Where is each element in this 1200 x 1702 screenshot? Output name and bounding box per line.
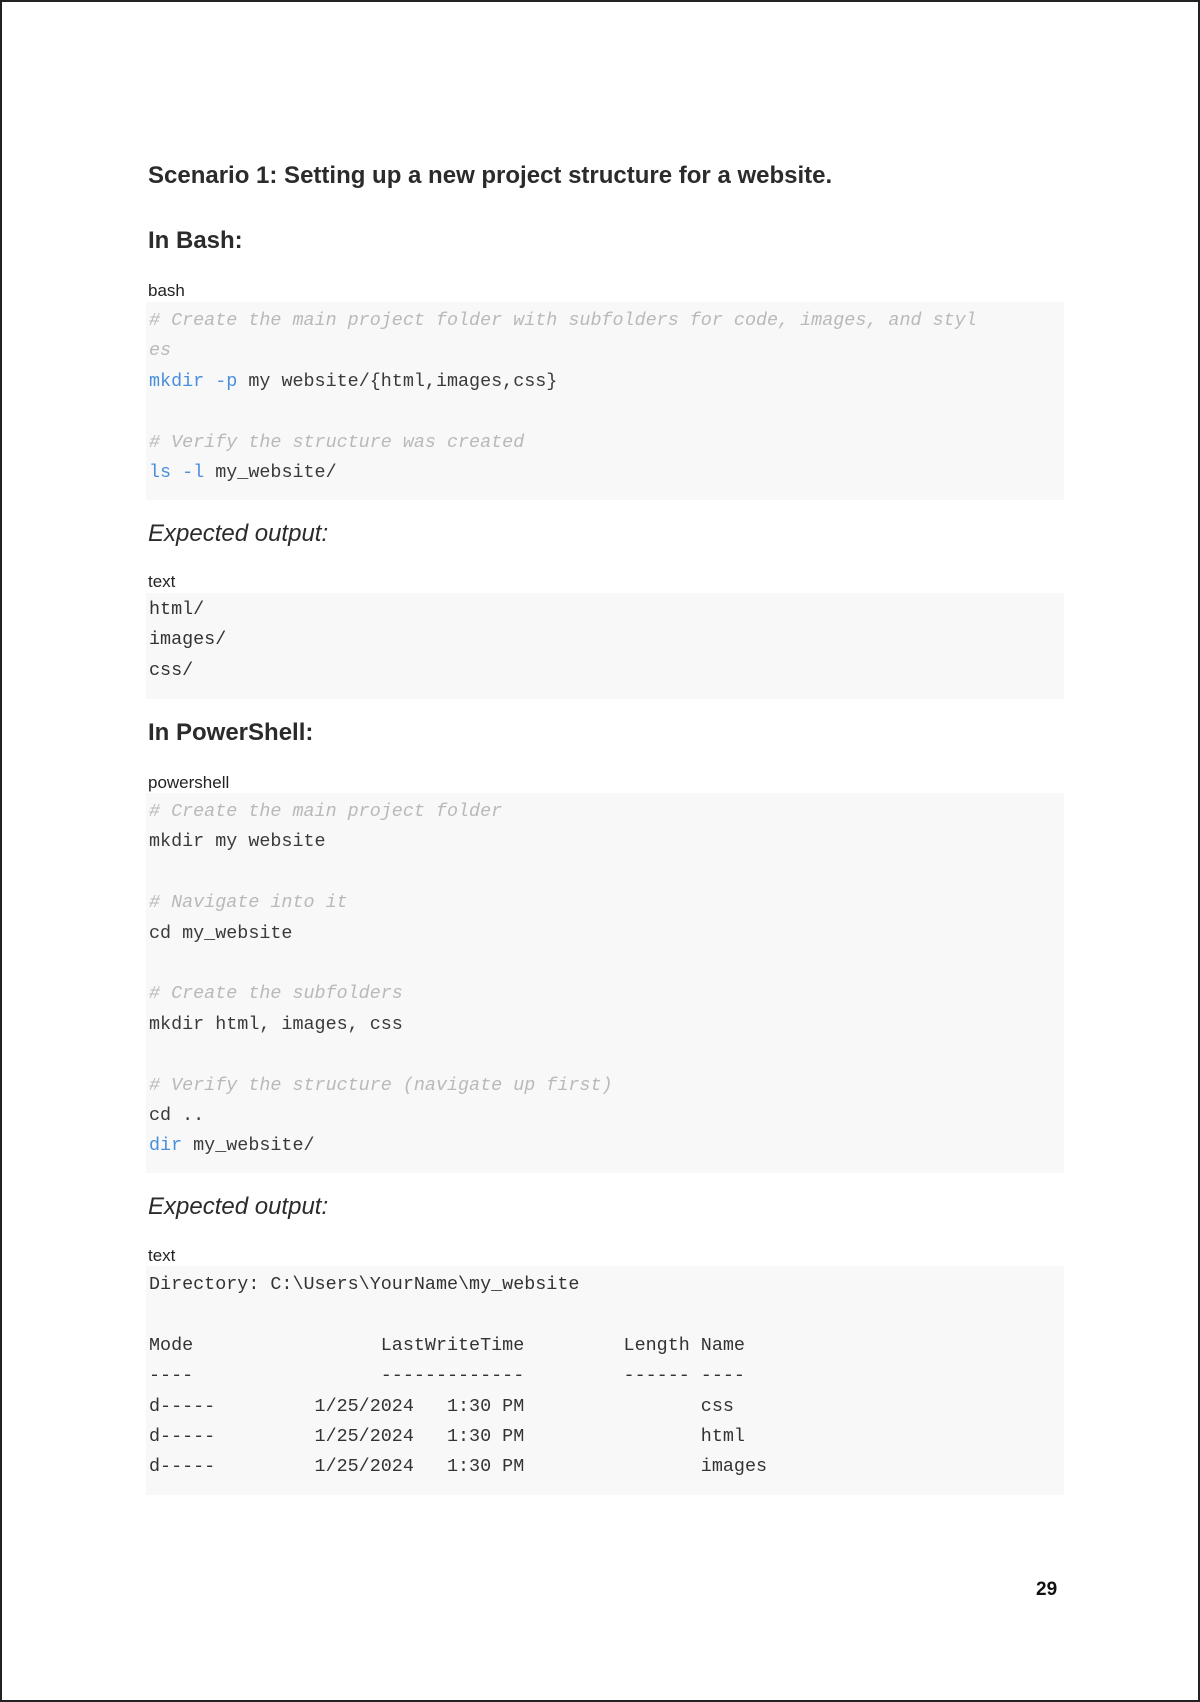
code-text: my website/{html,images,css}: [237, 370, 558, 392]
code-comment: # Verify the structure (navigate up first): [149, 1074, 613, 1096]
output-row: d----- 1/25/2024 1:30 PM html: [149, 1425, 745, 1447]
powershell-code-language-label: powershell: [148, 773, 230, 792]
code-text: my_website/: [204, 461, 337, 483]
bash-heading: In Bash:: [148, 227, 243, 254]
code-line: [149, 979, 1064, 1009]
code-line: cd my_website: [149, 922, 293, 944]
powershell-heading: In PowerShell:: [148, 719, 314, 746]
bash-output-language-label: text: [148, 572, 176, 591]
output-line-blank: [149, 1300, 1064, 1330]
code-line: cd ..: [149, 1104, 205, 1126]
output-row: d----- 1/25/2024 1:30 PM css: [149, 1395, 734, 1417]
code-line: [149, 367, 1064, 397]
code-keyword: ls: [149, 461, 172, 483]
code-line: [149, 797, 1064, 827]
code-line-blank: [149, 397, 1064, 427]
code-line: [149, 1131, 1064, 1161]
output-header-line: Mode LastWriteTime Length Name: [149, 1334, 745, 1356]
code-flag: -l: [171, 461, 205, 483]
code-line: [149, 428, 1064, 458]
code-line: [149, 306, 1064, 336]
code-comment: # Verify the structure was created: [149, 431, 525, 453]
code-line: [149, 458, 1064, 488]
code-comment: # Navigate into it: [149, 892, 348, 914]
code-line-blank: [149, 858, 1064, 888]
page-number: 29: [1036, 1579, 1058, 1600]
powershell-expected-output-label: Expected output:: [148, 1193, 329, 1220]
code-comment: # Create the main project folder with subfolders for code, images, and styl: [149, 310, 977, 331]
output-directory-line: Directory: C:\Users\YourName\my_website: [149, 1274, 580, 1295]
code-line: mkdir html, images, css: [149, 1013, 403, 1035]
powershell-output-language-label: text: [148, 1246, 176, 1265]
code-line: mkdir my website: [149, 831, 326, 853]
output-row: d----- 1/25/2024 1:30 PM images: [149, 1456, 768, 1478]
code-comment: es: [149, 340, 172, 362]
powershell-output-block[interactable]: [146, 1266, 1064, 1495]
output-line: html/: [149, 599, 205, 620]
code-keyword: dir: [149, 1135, 183, 1157]
code-line: [149, 888, 1064, 918]
bash-code-block[interactable]: [146, 302, 1064, 500]
code-flag: -p: [204, 370, 238, 392]
output-line: css/: [149, 659, 194, 681]
code-line-blank: [149, 949, 1064, 979]
bash-expected-output-label: Expected output:: [148, 520, 329, 547]
code-comment: # Create the subfolders: [149, 983, 403, 1005]
output-line: images/: [149, 629, 227, 651]
code-line: [149, 336, 1064, 366]
code-line-blank: [149, 1040, 1064, 1070]
scenario-title: Scenario 1: Setting up a new project structure for a website.: [148, 162, 833, 189]
code-line: [149, 1071, 1064, 1101]
code-text: my_website/: [182, 1135, 315, 1157]
bash-output-block[interactable]: [146, 593, 1064, 699]
output-separator-line: ---- ------------- ------ ----: [149, 1365, 745, 1387]
code-comment: # Create the main project folder: [149, 801, 503, 822]
powershell-code-block[interactable]: [146, 793, 1064, 1173]
bash-code-language-label: bash: [148, 281, 185, 300]
code-keyword: mkdir: [149, 370, 205, 392]
